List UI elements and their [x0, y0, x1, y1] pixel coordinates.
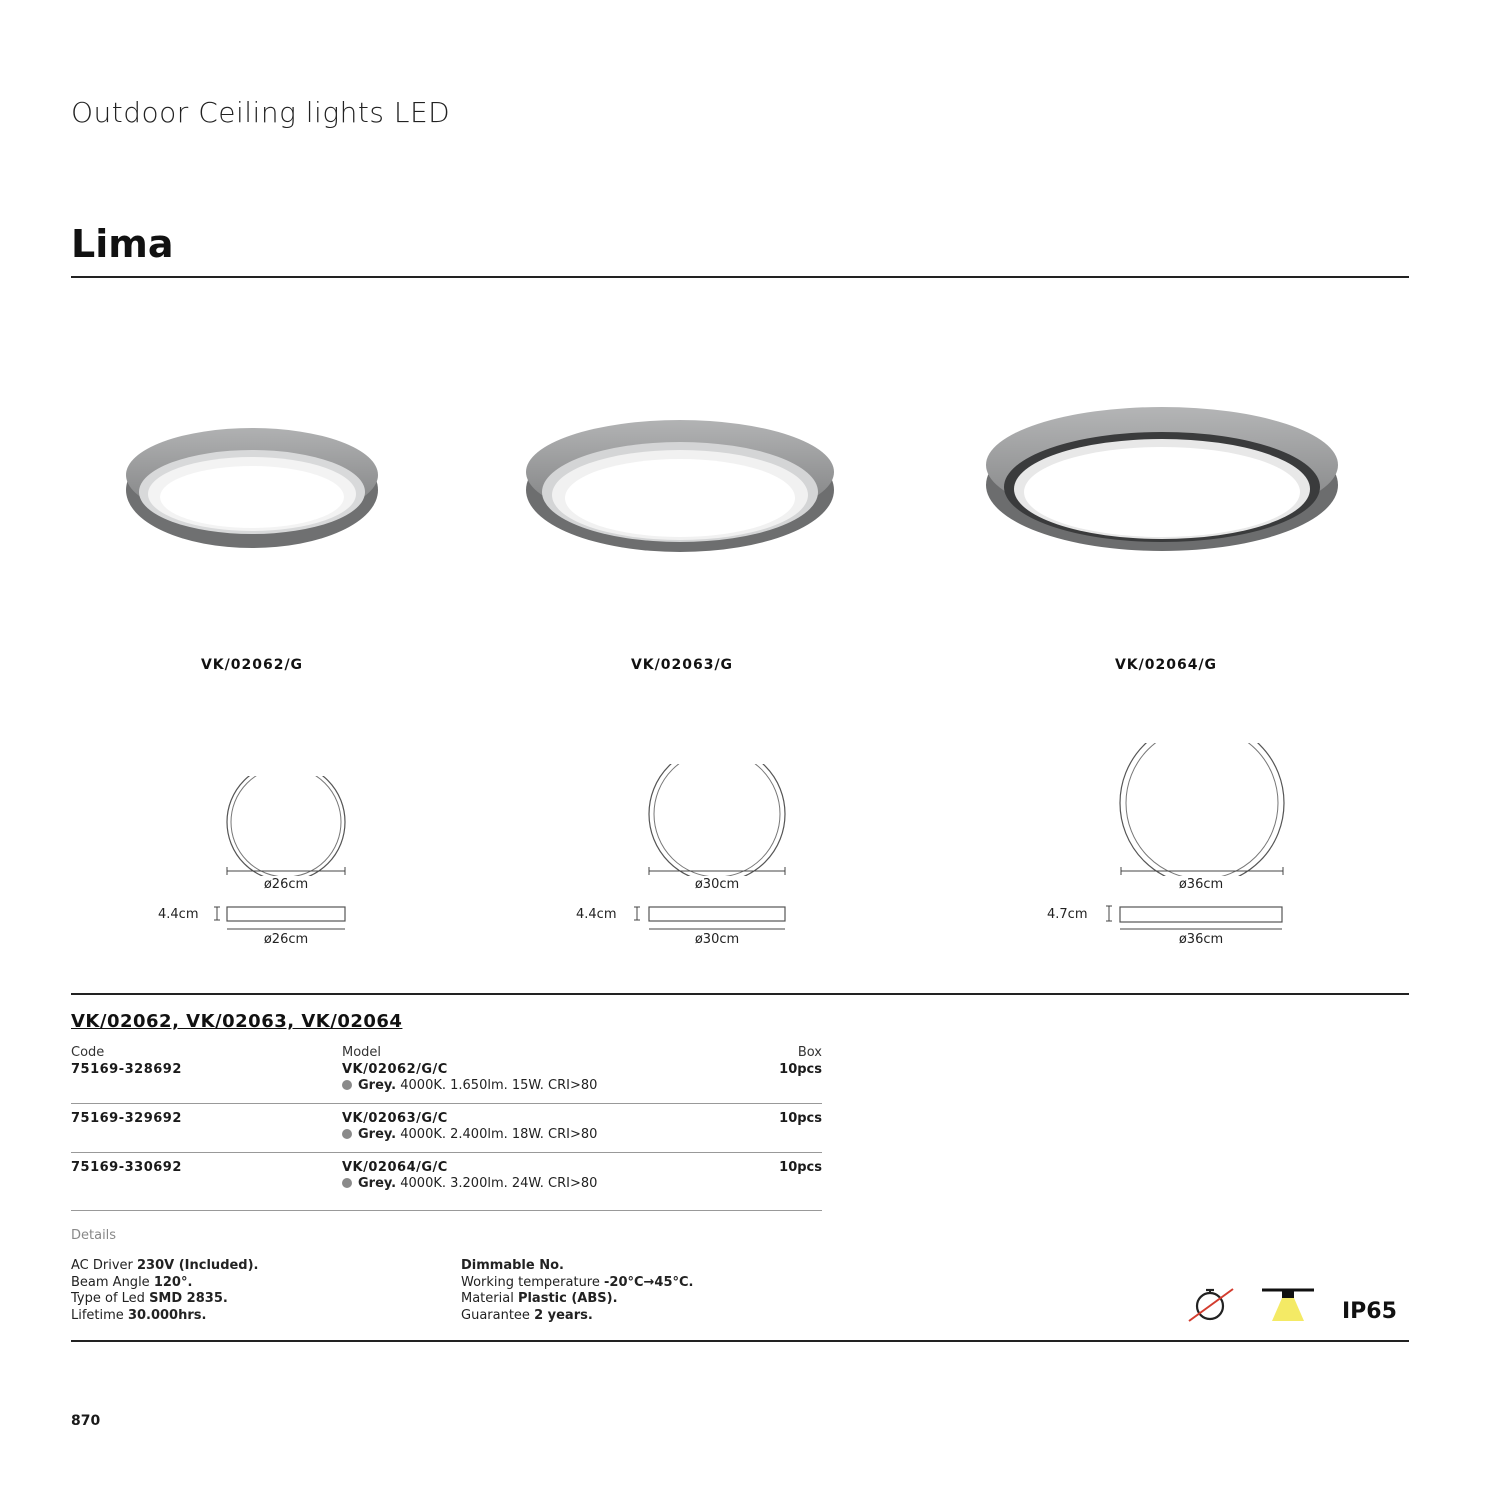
product-model-label: VK/02062/G	[200, 657, 304, 673]
page-title: Lima	[71, 222, 174, 266]
product-description	[342, 1176, 597, 1191]
spec-divider	[71, 993, 1409, 995]
diameter-label: ø26cm	[263, 877, 309, 892]
height-label: 4.7cm	[1047, 907, 1088, 922]
details-left-column	[71, 1258, 259, 1324]
detail-item: Beam Angle 120°.	[71, 1274, 193, 1290]
row-divider	[71, 1152, 822, 1153]
product-photo-vk02062	[120, 420, 385, 550]
diameter-label: ø36cm	[1178, 877, 1224, 892]
detail-item: Guarantee 2 years.	[461, 1307, 593, 1323]
side-view-drawing	[212, 905, 352, 935]
column-header-model: Model	[342, 1045, 382, 1060]
title-divider	[71, 276, 1409, 278]
bottom-diameter-label: ø26cm	[263, 932, 309, 947]
side-view-drawing	[632, 905, 792, 935]
page-number: 870	[71, 1413, 101, 1429]
box-quantity: 10pcs	[779, 1160, 822, 1175]
detail-item: Material Plastic (ABS).	[461, 1291, 618, 1306]
row-divider	[71, 1103, 822, 1104]
product-description	[342, 1078, 597, 1093]
spec-section-title: VK/02062, VK/02063, VK/02064	[71, 1011, 403, 1032]
product-description	[342, 1127, 597, 1142]
side-view-drawing	[1104, 905, 1290, 935]
product-code: 75169-329692	[71, 1111, 182, 1126]
color-swatch-icon	[342, 1080, 352, 1090]
top-view-drawing	[644, 764, 790, 876]
product-model-label: VK/02063/G	[630, 657, 734, 673]
product-photo-vk02063	[520, 410, 840, 560]
height-label: 4.4cm	[576, 907, 617, 922]
top-view-drawing	[1116, 743, 1288, 876]
product-model: VK/02062/G/C	[342, 1062, 448, 1077]
not-dimmable-icon	[1186, 1286, 1236, 1324]
color-name: Grey.	[358, 1078, 397, 1093]
product-model-label: VK/02064/G	[1114, 657, 1218, 673]
table-row	[71, 1111, 822, 1151]
color-name: Grey.	[358, 1176, 397, 1191]
diameter-label: ø30cm	[694, 877, 740, 892]
height-label: 4.4cm	[158, 907, 199, 922]
table-row	[71, 1062, 822, 1102]
product-model: VK/02063/G/C	[342, 1111, 448, 1126]
box-quantity: 10pcs	[779, 1062, 822, 1077]
detail-item: Type of Led SMD 2835.	[71, 1291, 228, 1306]
category-heading: Outdoor Ceiling lights LED	[71, 96, 451, 129]
ip-rating-badge: IP65	[1342, 1299, 1397, 1324]
top-view-drawing	[222, 776, 350, 876]
table-row	[71, 1160, 822, 1200]
product-code: 75169-328692	[71, 1062, 182, 1077]
column-header-box: Box	[797, 1045, 822, 1060]
detail-item: AC Driver 230V (Included).	[71, 1258, 259, 1273]
detail-item: Lifetime 30.000hrs.	[71, 1307, 207, 1323]
product-photo-vk02064	[980, 395, 1345, 560]
detail-item: Dimmable No.	[461, 1258, 564, 1273]
color-swatch-icon	[342, 1178, 352, 1188]
table-header-row	[71, 1045, 822, 1061]
product-code: 75169-330692	[71, 1160, 182, 1175]
spec-text: 4000K. 1.650lm. 15W. CRI>80	[396, 1078, 598, 1093]
ceiling-light-beam-icon	[1260, 1287, 1316, 1323]
color-name: Grey.	[358, 1127, 397, 1142]
spec-text: 4000K. 2.400lm. 18W. CRI>80	[396, 1127, 598, 1142]
spec-text: 4000K. 3.200lm. 24W. CRI>80	[396, 1176, 598, 1191]
details-right-column	[461, 1258, 694, 1324]
bottom-diameter-label: ø36cm	[1178, 932, 1224, 947]
detail-item: Working temperature -20°C→45°C.	[461, 1274, 694, 1290]
row-divider	[71, 1210, 822, 1211]
bottom-diameter-label: ø30cm	[694, 932, 740, 947]
color-swatch-icon	[342, 1129, 352, 1139]
footer-divider	[71, 1340, 1409, 1342]
details-label: Details	[71, 1228, 117, 1243]
box-quantity: 10pcs	[779, 1111, 822, 1126]
column-header-code: Code	[71, 1045, 105, 1060]
product-model: VK/02064/G/C	[342, 1160, 448, 1175]
